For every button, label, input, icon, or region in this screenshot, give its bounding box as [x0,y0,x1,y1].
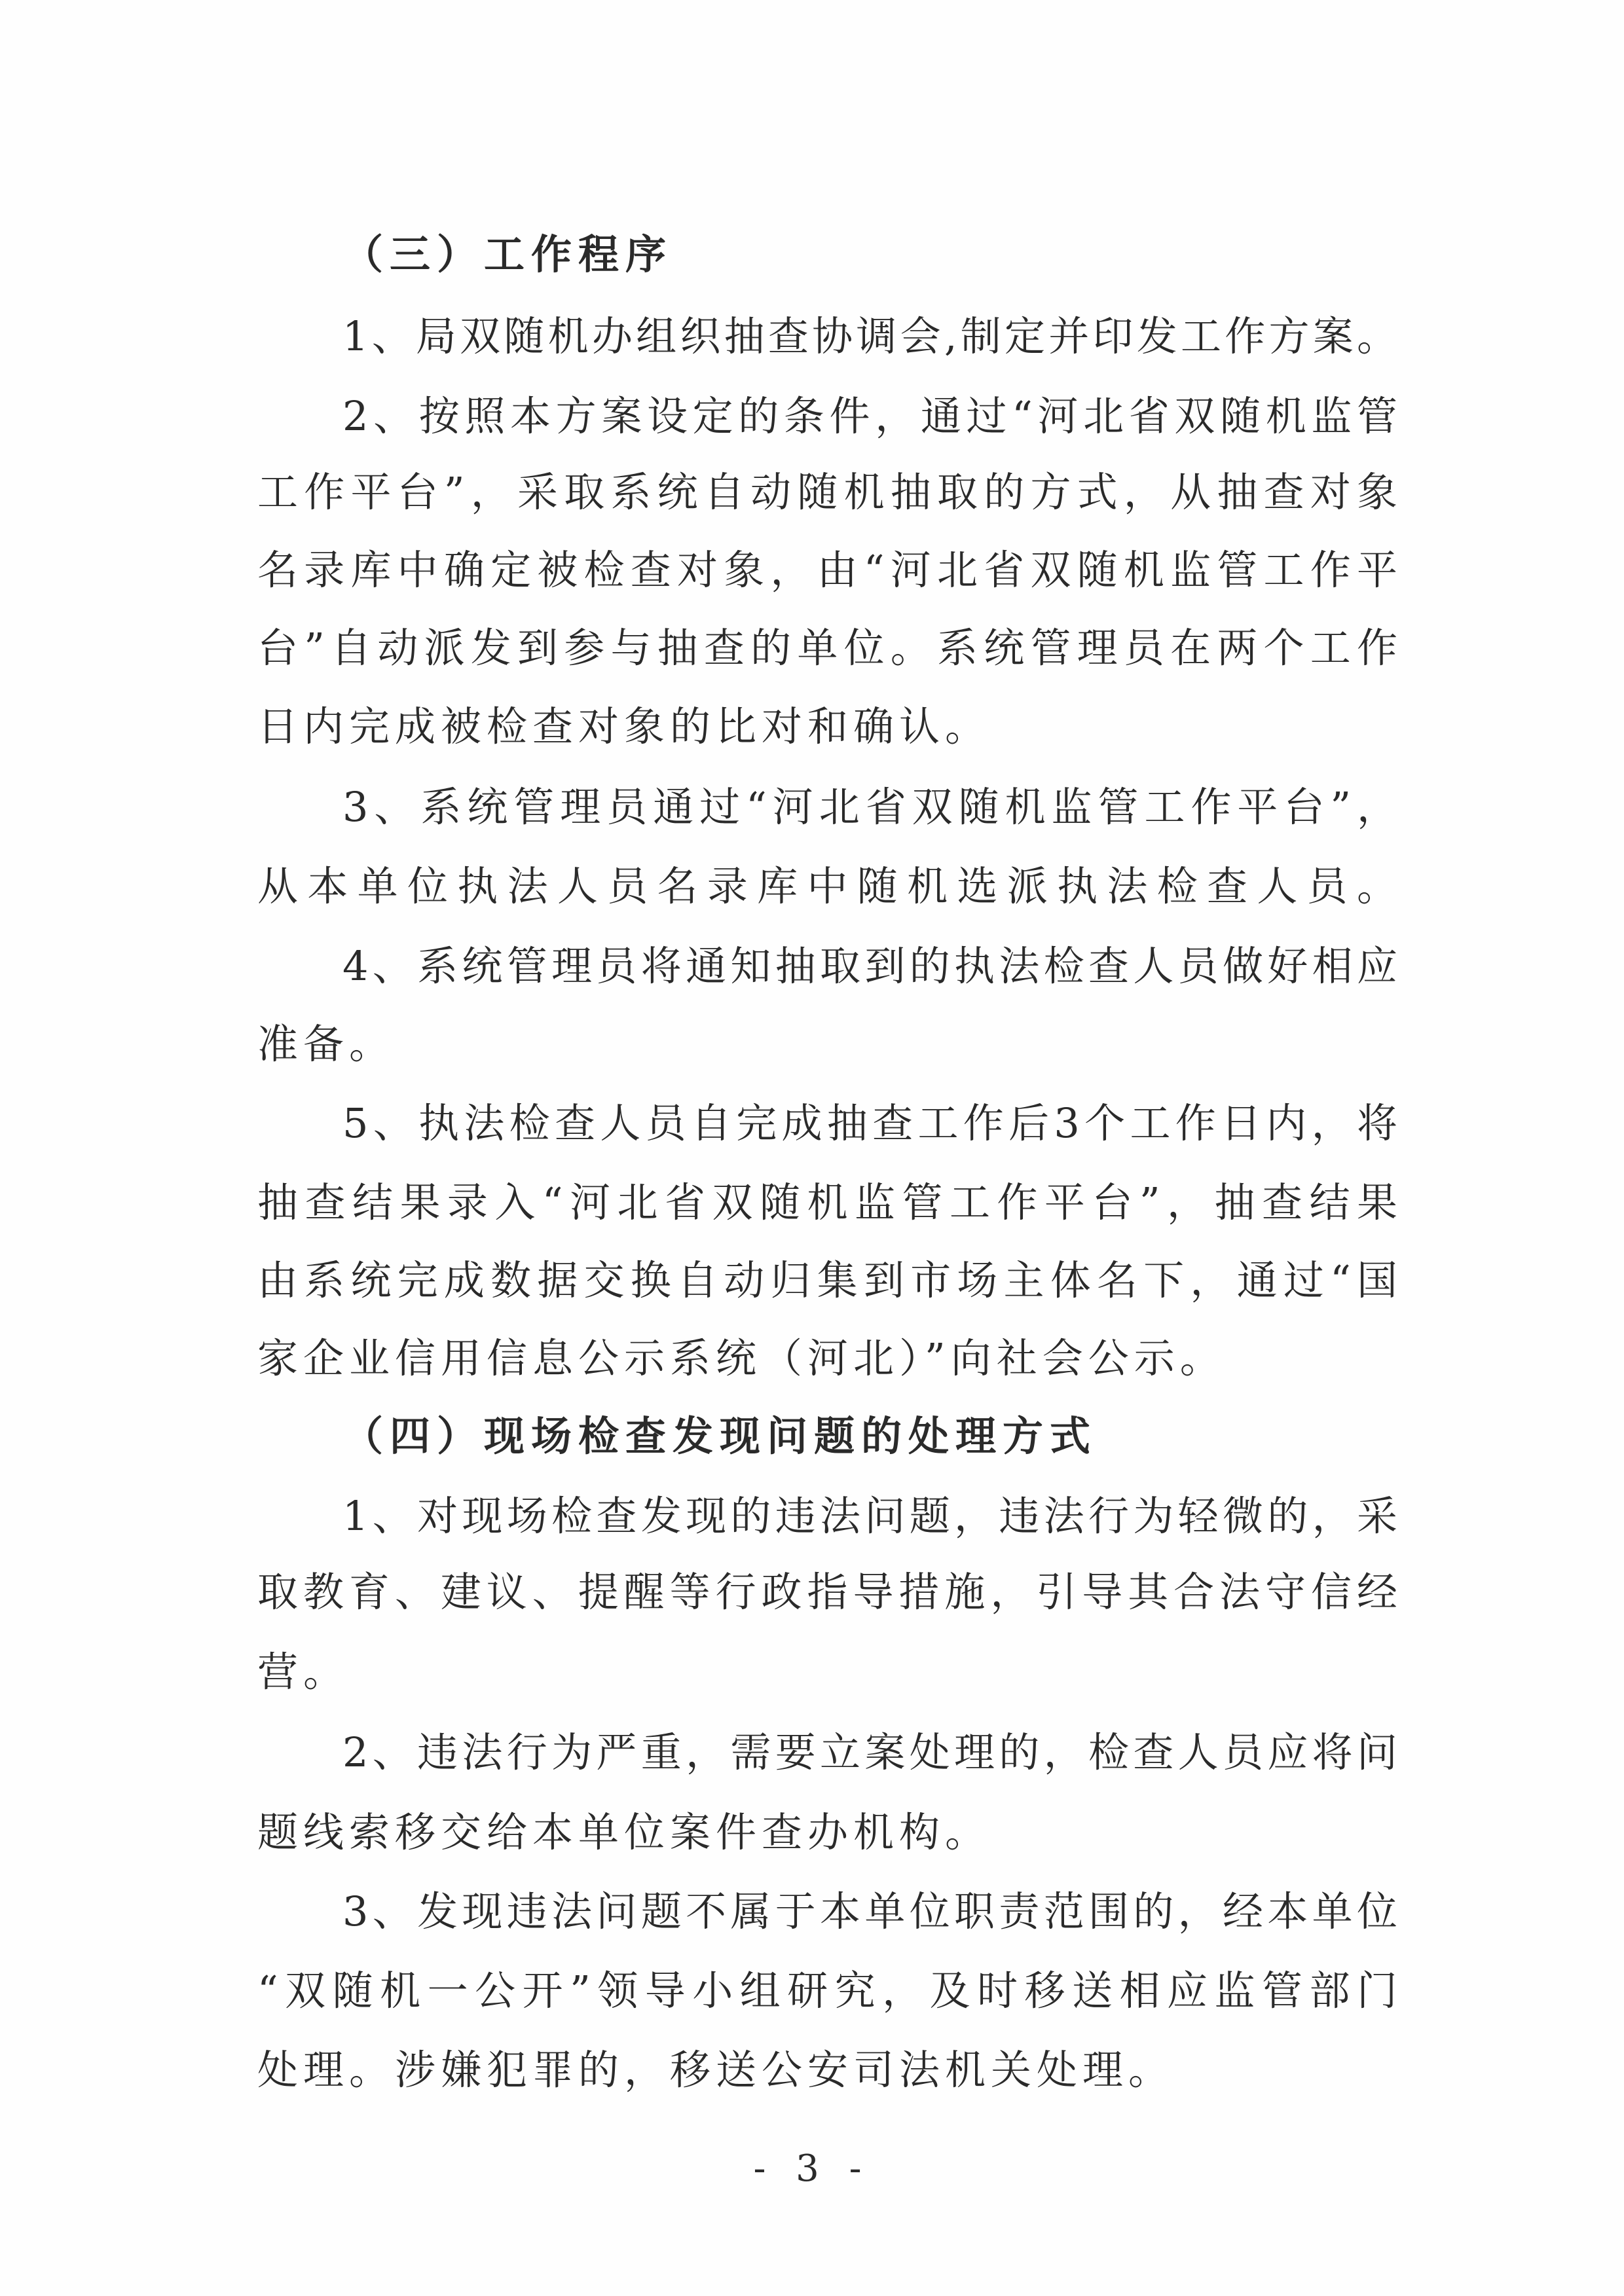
paragraph-line: 营。 [257,1648,350,1696]
paragraph-line: 1、对现场检查发现的违法问题，违法行为轻微的，采 [342,1492,1397,1540]
paragraph-line: 家企业信用信息公示系统（河北）”向社会公示。 [257,1334,1226,1382]
paragraph-line: 2、按照本方案设定的条件，通过“河北省双随机监管 [342,392,1397,440]
paragraph-line: “双随机一公开”领导小组研究，及时移送相应监管部门 [257,1967,1397,2014]
paragraph-line: 台”自动派发到参与抽查的单位。系统管理员在两个工作 [257,624,1397,672]
paragraph-line: 由系统完成数据交换自动归集到市场主体名下，通过“国 [257,1256,1397,1304]
paragraph-line: 处理。涉嫌犯罪的，移送公安司法机关处理。 [257,2046,1175,2094]
page-number: - 3 - [753,2147,871,2190]
paragraph-line: 3、系统管理员通过“河北省双随机监管工作平台”， [342,783,1397,831]
paragraph-line: 取教育、建议、提醒等行政指导措施，引导其合法守信经 [257,1568,1397,1616]
paragraph-line: 3、发现违法问题不属于本单位职责范围的，经本单位 [342,1887,1397,1935]
paragraph-line: 名录库中确定被检查对象，由“河北省双随机监管工作平 [257,546,1397,594]
paragraph-line: 抽查结果录入“河北省双随机监管工作平台”，抽查结果 [257,1178,1397,1226]
paragraph-line: 题线索移交给本单位案件查办机构。 [257,1808,991,1856]
paragraph-line: 5、执法检查人员自完成抽查工作后3个工作日内，将 [342,1099,1397,1147]
paragraph-line: 日内完成被检查对象的比对和确认。 [257,702,991,750]
paragraph-line: 4、系统管理员将通知抽取到的执法检查人员做好相应 [342,942,1397,990]
paragraph-line: 工作平台”，采取系统自动随机抽取的方式，从抽查对象 [257,468,1397,516]
paragraph-line: 2、违法行为严重，需要立案处理的，检查人员应将问 [342,1728,1397,1776]
paragraph-line: 1、局双随机办组织抽查协调会,制定并印发工作方案。 [342,312,1397,360]
section-heading-issue-handling: （四）现场检查发现问题的处理方式 [342,1412,1098,1460]
section-heading-work-procedure: （三）工作程序 [342,230,673,278]
paragraph-line: 准备。 [257,1020,396,1068]
paragraph-line: 从本单位执法人员名录库中随机选派执法检查人员。 [257,862,1397,910]
